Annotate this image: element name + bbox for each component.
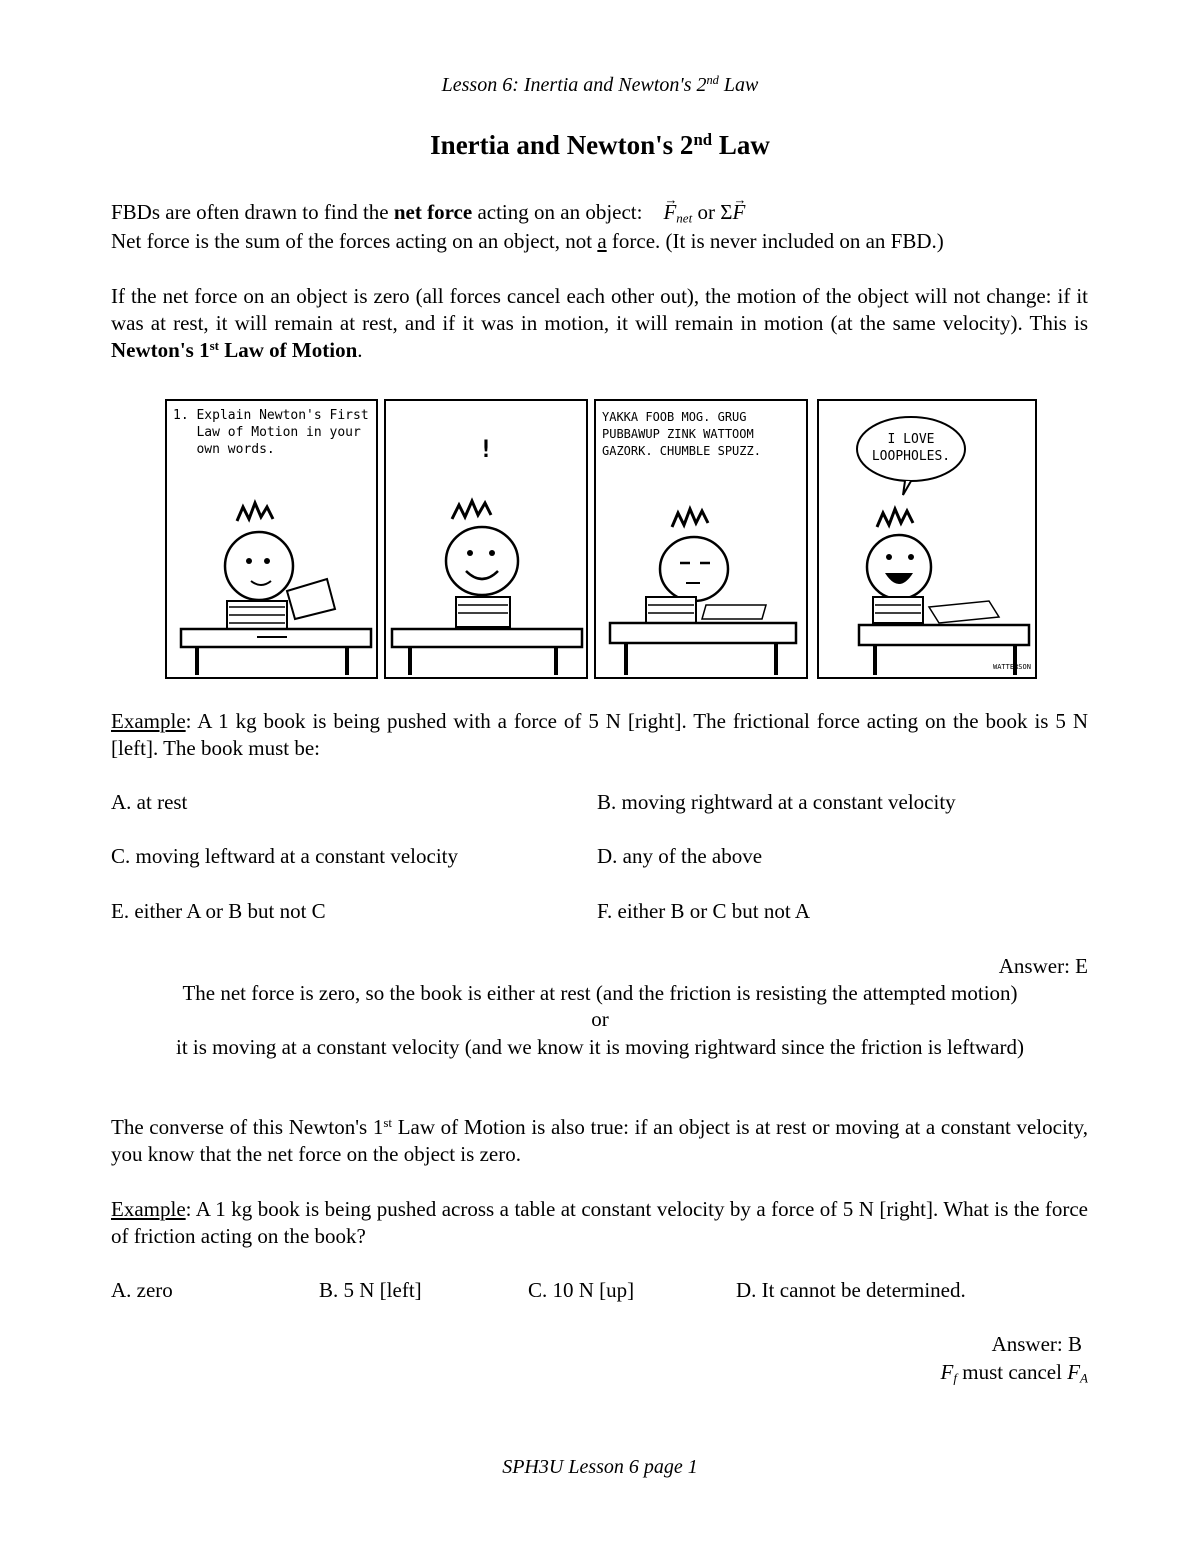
converse-paragraph: The converse of this Newton's 1st Law of Motion is also true: if an object is at rest or moving at a constant velocity, you know that the net force on the object is zero. xyxy=(111,1114,1088,1166)
comic-strip xyxy=(165,399,1037,681)
example2-question: Example: A 1 kg book is being pushed across a table at constant velocity by a force of 5 N [right]. What is the force of friction acting on the book? xyxy=(111,1197,1088,1248)
fnet-subscript: net xyxy=(676,210,693,226)
comic-caption-2: ! xyxy=(478,435,494,463)
net-force-term: net force xyxy=(393,200,473,224)
comic-panel-2 xyxy=(384,399,588,679)
example1-option-b: B. moving rightward at a constant velocity xyxy=(597,790,956,814)
example1-option-f: F. either B or C but not A xyxy=(597,899,810,923)
example2-explanation: $F_f$ must cancel $F_A$ xyxy=(940,1360,1088,1386)
comic-signature: WATTERSON xyxy=(993,663,1031,671)
example1-explanation-line1: The net force is zero, so the book is either at rest (and the friction is resisting the attempted motion) xyxy=(182,981,1018,1005)
example1-question: Example: A 1 kg book is being pushed with a force of 5 N [right]. The frictional force acting on the book is 5 N [left]. The book must be: xyxy=(111,709,1088,760)
comic-caption-4: I LOVE LOOPHOLES. xyxy=(871,432,951,464)
example1-explanation-or: or xyxy=(591,1007,609,1031)
comic-caption-1: 1. Explain Newton's First Law of Motion in your own words. xyxy=(173,408,369,457)
comic-caption-3: YAKKA FOOB MOG. GRUG PUBBAWUP ZINK WATTOOM GAZORK. CHUMBLE SPUZZ. xyxy=(602,410,761,458)
example1-option-a: A. at rest xyxy=(111,790,188,814)
example2-option-d: D. It cannot be determined. xyxy=(736,1278,966,1302)
fnet-symbol: → F xyxy=(663,199,676,226)
page-footer: SPH3U Lesson 6 page 1 xyxy=(502,1456,698,1478)
net-force-definition: Net force is the sum of the forces acting on an object, not a force. (It is never included on an FBD.) xyxy=(111,229,944,253)
first-law-paragraph: If the net force on an object is zero (all forces cancel each other out), the motion of the object will not change: if it was at rest, it will remain at rest, and if it was in motion, it will remain in motion (at the same velocity). This is Newton's 1st Law of Motion. xyxy=(111,284,1088,362)
comic-panel-3 xyxy=(594,399,808,679)
example2-option-a: A. zero xyxy=(111,1278,173,1302)
example2-option-b: B. 5 N [left] xyxy=(319,1278,422,1302)
example1-answer: Answer: E xyxy=(998,954,1088,978)
example1-option-e: E. either A or B but not C xyxy=(111,899,326,923)
first-law-name: Newton's 1st Law of Motion xyxy=(111,337,358,362)
example2-label: Example xyxy=(111,1197,186,1221)
comic-panel-4 xyxy=(817,399,1037,679)
fbd-sentence: FBDs are often drawn to find the net force acting on an object: → $F_{net}$ or Σ→ F xyxy=(111,199,1088,231)
comic-panel-1 xyxy=(165,399,378,679)
example2-answer: Answer: B xyxy=(991,1332,1082,1356)
comic-drawing-1 xyxy=(167,401,376,677)
comic-drawing-2 xyxy=(386,401,586,677)
page-title: Inertia and Newton's 2nd Law xyxy=(430,129,770,160)
example2-option-c: C. 10 N [up] xyxy=(528,1278,635,1302)
example1-explanation-line2: it is moving at a constant velocity (and we know it is moving rightward since the friction is leftward) xyxy=(176,1035,1024,1059)
page-header: Lesson 6: Inertia and Newton's 2nd Law xyxy=(441,73,759,96)
example1-option-c: C. moving leftward at a constant velocity xyxy=(111,844,458,868)
example1-label: Example xyxy=(111,709,186,733)
example1-option-d: D. any of the above xyxy=(597,844,763,868)
sum-f-symbol: Σ→ F xyxy=(720,200,745,224)
comic-drawing-3 xyxy=(596,401,806,677)
